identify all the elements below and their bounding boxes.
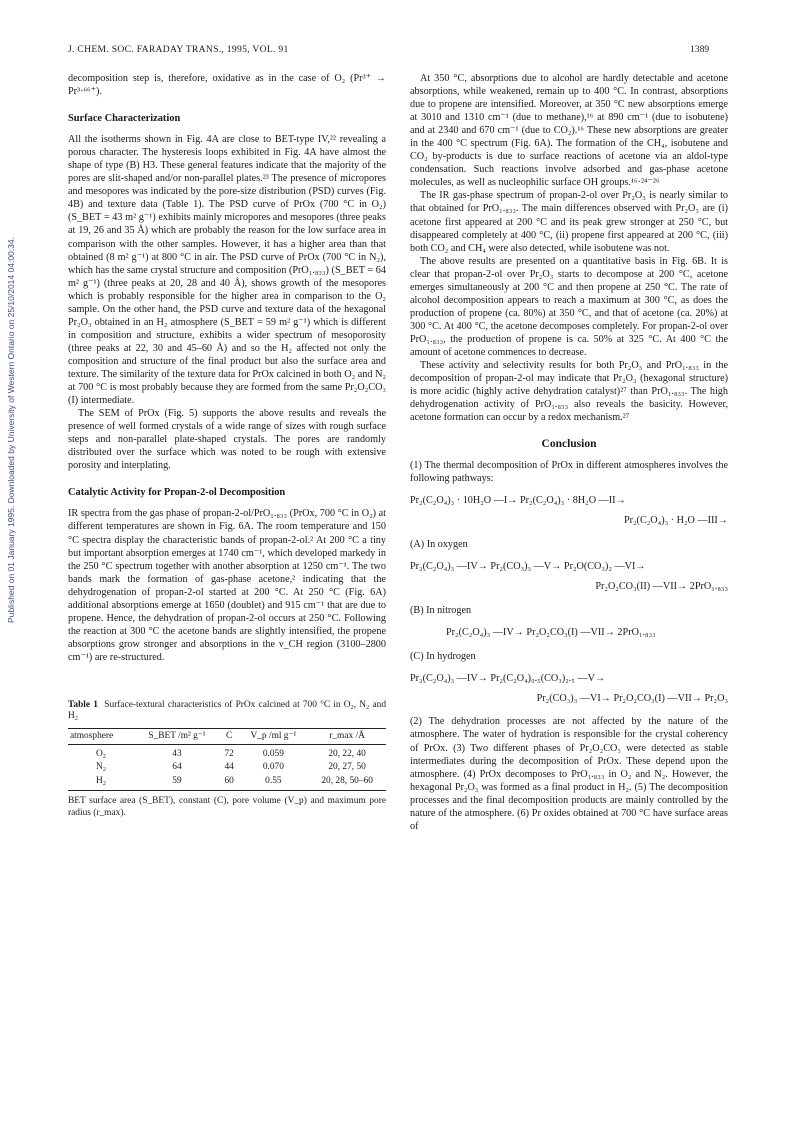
table-cell: N₂ <box>96 762 107 773</box>
table-label: Table 1 <box>68 699 98 710</box>
texture-table <box>68 728 386 792</box>
table-cell: 60 <box>220 775 239 791</box>
table-cell: 20, 28, 50–60 <box>308 775 386 791</box>
paragraph: The above results are presented on a quantitative basis in Fig. 6B. It is clear that propan-2-ol over Pr₂O₃ starts to decompose at 200 °C, acetone emerges simultaneously at 200 °C and then propene at 250 °C. The rate of alcohol decomposition appears to reach a maximum at 300 °C, as does the production of propene (ca. 80%) at 350 °C, and that of acetone (ca. 20%) at 300 °C. At 400 °C, the acetone decomposes completely. For propan-2-ol over PrO₁.₈₃₃, the production of propene is ca. 50% at 325 °C. At 400 °C the amount of acetone commences to decrease. <box>410 255 728 358</box>
paragraph: The IR gas-phase spectrum of propan-2-ol over Pr₂O₃ is nearly similar to that obtained for PrO₁.₈₃₃. The main differences observed with Pr₂O₃ are (i) acetone first appeared at 200 °C and its peak grew stronger at 250 °C, but disappeared completely at 400 °C, (ii) propene first appeared at 200 °C, (iii) both CO₂ and CH₄ were also detected, while isobutene was not. <box>410 190 728 254</box>
running-header: J. CHEM. SOC. FARADAY TRANS., 1995, VOL. 91 <box>68 44 289 55</box>
table-row <box>68 744 386 761</box>
section-heading: Catalytic Activity for Propan-2-ol Decomposition <box>68 487 286 499</box>
left-column <box>68 72 386 819</box>
table-cell: 59 <box>134 775 220 791</box>
equation: Pr₂(C₂O₄)₃ —IV→ Pr₂(C₂O₄)₀.₅(CO₃)₂.₅ —V→ <box>410 673 606 685</box>
paragraph: (2) The dehydration processes are not affected by the nature of the atmosphere. The water of hydration is responsible for the crystal coherency of PrOx. (3) Two different phases of Pr₂O₂CO₃ were detected as stable intermediates during the decomposition of PrOx. These depend upon the atmosphere. (4) PrOx decomposes to PrO₁.₈₃₃ in O₂ and N₂. However, the hexagonal Pr₂O₃ was formed as a final product in H₂. (5) The decomposition processes and the final decomposition products are mainly controlled by the nature of the atmosphere. (6) Pr oxides obtained at 700 °C have surface areas of <box>410 716 728 832</box>
download-watermark <box>4 150 18 710</box>
section-heading: Surface Characterization <box>68 113 181 125</box>
subheading: (B) In nitrogen <box>410 605 472 617</box>
paragraph: These activity and selectivity results for both Pr₂O₃ and PrO₁.₈₃₃ in the decomposition of propan-2-ol may indicate that Pr₂O₃ (hexagonal structure) is more acidic (highly active dehydration catalyst)²⁷ than PrO₁.₈₃₃. The high dehydrogenation activity of PrO₁.₈₃₃ also reveals the basicity. However, acetone formation can occur by a redox mechanism.²⁷ <box>410 360 728 424</box>
table-row <box>68 761 386 775</box>
table-caption-text: Surface-textural characteristics of PrOx calcined at 700 °C in O₂, N₂ and H₂ <box>68 699 387 722</box>
paragraph: IR spectra from the gas phase of propan-2-ol/PrO₁.₈₃₃ (PrOx, 700 °C in O₂) at different temperatures are shown in Fig. 6A. The room temperature and 150 °C spectra display the characteristic bands of propan-2-ol.² At 200 °C a tiny but important absorption emerges at 1740 cm⁻¹, which developed markedy in the 250 °C spectrum together with another absorption at 1250 cm⁻¹. The two bands mark the formation of gas-phase acetone,² indicating that the dehydrogenation of propan-2-ol started at 200 °C. At 250 °C (Fig. 6A) additional absorptions emerge at 1650 (doublet) and 915 cm⁻¹ that are due to propene. Hence, the dehydration of propan-2-ol occurs at 250 °C. Following the reaction at 300 °C the acetone bands are slightly intensified, the propene absorptions grow stronger and absorptions in the ν_CH region (3100–2800 cm⁻¹) are re-structured. <box>68 508 386 663</box>
table-cell: 20, 22, 40 <box>328 748 366 759</box>
table-cell: 20, 27, 50 <box>328 762 366 773</box>
reaction-scheme <box>410 491 728 709</box>
table-cell: 0.059 <box>262 748 284 759</box>
download-notice: Published on 01 January 1995. Downloaded by University of Western Ontario on 25/10/2014 04:00:34. <box>6 237 16 623</box>
table-cell: 72 <box>224 748 234 759</box>
table-cell: H₂ <box>68 775 134 791</box>
table-header: V_p /ml g⁻¹ <box>239 728 309 744</box>
table-cell: 0.55 <box>239 775 309 791</box>
subheading: (A) In oxygen <box>410 539 468 551</box>
table-header: r_max /Å <box>308 728 386 744</box>
paragraph: decomposition step is, therefore, oxidative as in the case of O₂ (Pr³⁺ → Pr³·⁶⁶⁺). <box>68 73 386 98</box>
right-column <box>410 72 728 833</box>
equation: Pr₂(C₂O₄)₃ —IV→ Pr₂O₂CO₃(I) —VII→ 2PrO₁.₈₃₃ <box>446 627 656 639</box>
table-cell: 0.070 <box>262 762 284 773</box>
equation: Pr₂(CO₃)₃ —VI→ Pr₂O₂CO₃(I) —VII→ Pr₂O₃ <box>536 693 728 705</box>
table-header: atmosphere <box>68 728 134 744</box>
equation: Pr₂O₂CO₃(II) —VII→ 2PrO₁.₈₃₃ <box>595 581 728 593</box>
table-caption <box>68 700 386 723</box>
table-cell: 64 <box>172 762 182 773</box>
section-heading: Conclusion <box>541 438 597 451</box>
paragraph: The SEM of PrOx (Fig. 5) supports the above results and reveals the presence of well formed crystals of a wide range of sizes with rough surface steps and non-parallel plate-shaped crystals. The pores are randomly distributed over the surface which was noted to be rough with extensive porosity and interplating. <box>68 408 386 472</box>
table-header: S_BET /m² g⁻¹ <box>134 728 220 744</box>
table-cell: 44 <box>224 762 234 773</box>
paragraph: (1) The thermal decomposition of PrOx in different atmospheres involves the following pathways: <box>410 460 728 485</box>
equation: Pr₂(C₂O₄)₃ · 10H₂O —I→ Pr₂(C₂O₄)₃ · 8H₂O —II→ <box>410 495 626 507</box>
page-number: 1389 <box>690 44 710 55</box>
paragraph: At 350 °C, absorptions due to alcohol are hardly detectable and acetone absorptions, while weakened, remain up to 400 °C. In contrast, absorptions due to propene are intensified. Moreover, at 350 °C new absorptions emerge at 3010 and 1310 cm⁻¹ (due to methane),¹⁶ at 890 cm⁻¹ (due to isobutene) and at 2340 and 670 cm⁻¹ (due to CO₂).¹⁶ These new absorptions are greater in the 400 °C spectrum (Fig. 6A). The formation of the CH₄, isobutene and CO₂ by-products is due to surface reactions of acetone via an aldol-type condensation. Such reactions involve adsorbed and gas-phase acetone molecules, as well as nucleophilic surface OH groups.¹⁶·²⁴⁻²⁶ <box>410 73 728 189</box>
paragraph: All the isotherms shown in Fig. 4A are close to BET-type IV,²² revealing a porous character. The hysteresis loops exhibited in Fig. 4A have almost the shape of type (B) H3. These general features indicate that the majority of the pores are slit-shaped and/or non-parallel plates.²³ The presence of micropores and mesopores was indicated by the pore-size distribution (PSD) curves (Fig. 4B) and texture data (Table 1). The PSD curve of PrOx (700 °C in O₂) (S_BET = 43 m² g⁻¹) exhibits mainly micropores and mesopores (three peaks at 19, 26 and 35 Å) which are probably the reason for the low surface area in comparison with the other samples. However, it has a higher area than that obtained (8 m² g⁻¹) at 800 °C in air. The PSD curve of PrOx (700 °C in N₂), which has the same crystal structure and composition (PrO₁.₈₃₃) (S_BET = 64 m² g⁻¹) (three peaks at 20, 28 and 40 Å), shows growth of the mesopores which is probably responsible for the higher area in comparison to the O₂ sample. On the other hand, the PSD curve and texture data of the hexagonal Pr₂O₃ obtained in an H₂ atmosphere (S_BET = 59 m² g⁻¹) which is different in composition and structure, exhibits a wider spectrum of mesoporosity (three peaks at 22, 30 and 45–60 Å) and so the H₂ affected not only the composition and structure of the final product but also the surface area and texture. The similarity of the texture data for PrOx calcined in both O₂ and N₂ at 700 °C is most probably because they are formed from the same Pr₂O₂CO₃ (I) intermediate. <box>68 134 386 407</box>
table-row <box>68 775 386 791</box>
equation: Pr₂(C₂O₄)₃ · H₂O —III→ <box>623 515 728 527</box>
table-footnote: BET surface area (S_BET), constant (C), pore volume (V_p) and maximum pore radius (r_max). <box>68 796 386 818</box>
equation: Pr₂(C₂O₄)₃ —IV→ Pr₂(CO₃)₃ —V→ Pr₂O(CO₃)₂ —VI→ <box>410 561 646 573</box>
subheading: (C) In hydrogen <box>410 651 476 663</box>
table-cell: O₂ <box>96 748 107 759</box>
table-cell: 43 <box>172 748 182 759</box>
table-header: C <box>220 728 239 744</box>
